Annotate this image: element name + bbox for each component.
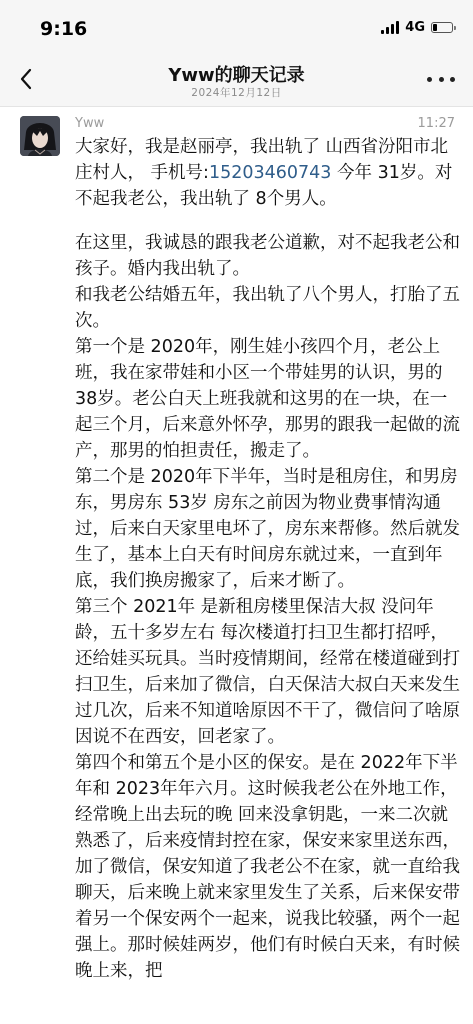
- status-time: 9:16: [40, 18, 88, 40]
- sender-name: Yww: [75, 116, 105, 131]
- phone-number-link[interactable]: 15203460743: [208, 163, 332, 183]
- status-bar: [0, 0, 473, 56]
- network-label: 4G: [405, 20, 425, 35]
- message-paragraph: [75, 134, 463, 212]
- message-body: [75, 134, 463, 984]
- message-text: 大家好，我是赵丽亭，我出轨了 山西省汾阳市北庄村人， 手机号:: [75, 137, 449, 183]
- message-paragraph: 在这里，我诚恳的跟我老公道歉，对不起我老公和孩子。婚内我出轨了。: [75, 233, 460, 279]
- page-title: Yww的聊天记录: [168, 65, 305, 86]
- message-paragraph: 第一个是 2020年，刚生娃小孩四个月，老公上班，我在家带娃和小区一个带娃男的认识，男的 38岁。老公白天上班我就和这男的在一块，在一起三个月，后来意外怀孕，那男的跟我一起做的流产，那男的怕担责任，搬走了。: [75, 337, 460, 461]
- avatar-image: [20, 116, 60, 156]
- navigation-bar: [0, 56, 473, 107]
- message-paragraph: 第四个和第五个是小区的保安。是在 2022年下半年和 2023年年六月。这时候我老公在外地工作，经常晚上出去玩的晚 回来没拿钥匙，一来二次就熟悉了，后来疫情封控在家，保安来家里送东西，加了微信，保安知道了我老公不在家，就一直给我聊天，后来晚上就来家里发生了关系，后来保安带着另一个保安两个一起来，说我比较骚，两个一起强上。那时候娃两岁，他们有时候白天来，有时候晚上来，把: [75, 753, 460, 981]
- message-text: 今年 31岁。对不起我老公，我出轨了 8个男人。: [75, 163, 453, 209]
- signal-icon: [381, 21, 399, 34]
- more-dots-icon[interactable]: [427, 69, 455, 89]
- battery-icon: [431, 22, 453, 33]
- page-subtitle-date: 2024年12月12日: [191, 87, 282, 99]
- message-time: 11:27: [417, 116, 455, 131]
- message-paragraph: 第二个是 2020年下半年，当时是租房住，和男房东，男房东 53岁 房东之前因为物业费事情沟通过，后来白天家里电坏了，房东来帮修。然后就发生了，基本上白天有时间房东就过来，一直到年底，我们换房搬家了，后来才断了。: [75, 467, 460, 591]
- avatar[interactable]: [20, 116, 60, 156]
- chat-message: [0, 106, 473, 1024]
- message-paragraph: 和我老公结婚五年，我出轨了八个男人，打胎了五次。: [75, 285, 460, 331]
- status-indicators: [381, 20, 453, 35]
- message-paragraph: 第三个 2021年 是新租房楼里保洁大叔 没问年龄，五十多岁左右 每次楼道打扫卫生都打招呼，还给娃买玩具。当时疫情期间，经常在楼道碰到打扫卫生，后来加了微信，白天保洁大叔白天来发生过几次，后来不知道啥原因不干了，微信问了啥原因说不在西安，回老家了。: [75, 597, 460, 747]
